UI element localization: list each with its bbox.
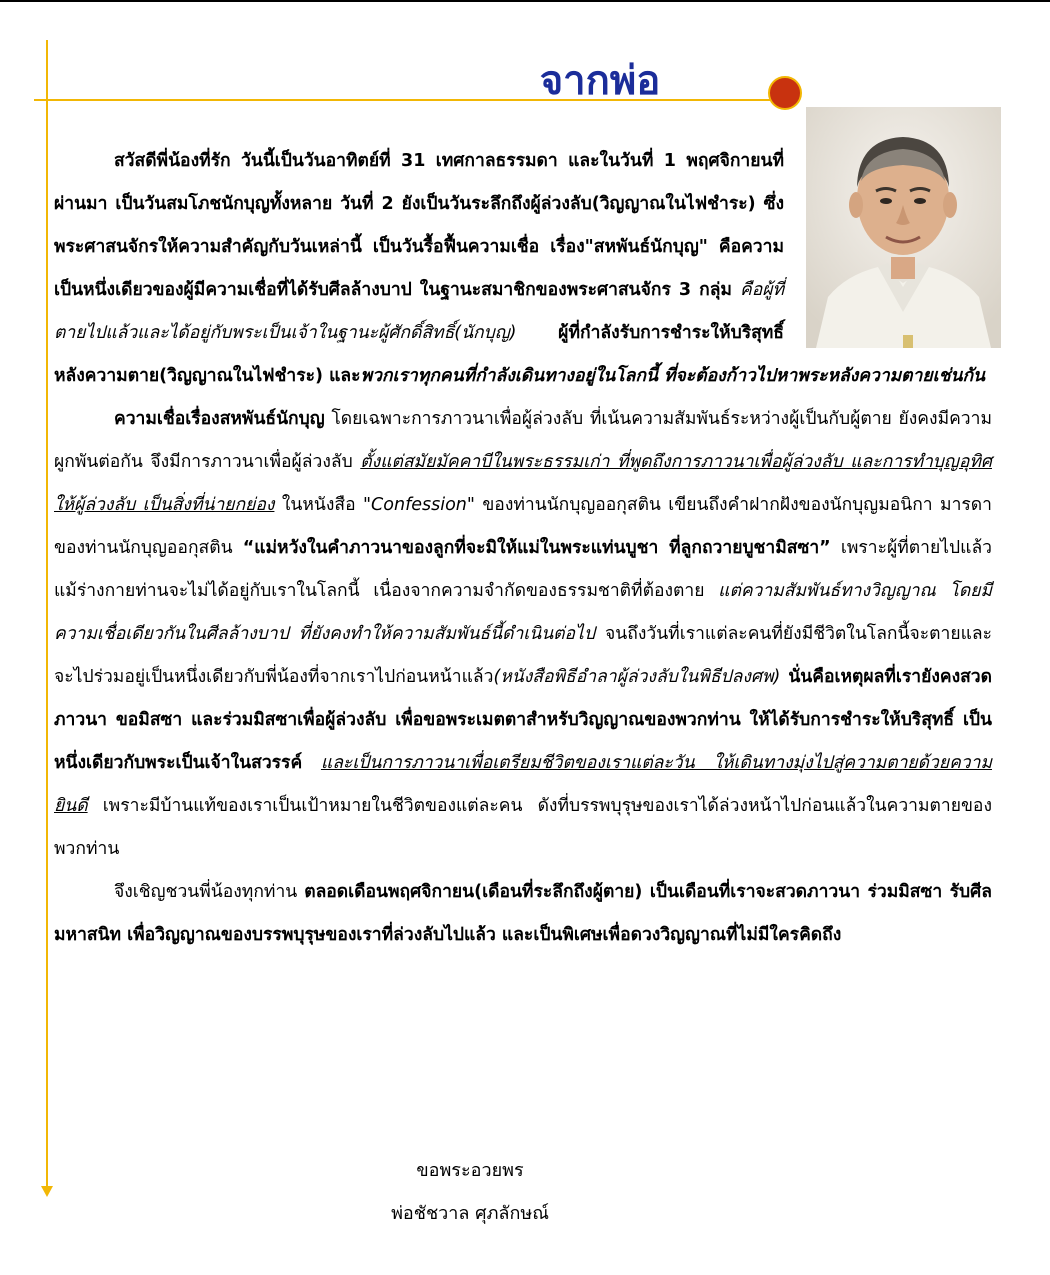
text-run: พวกเราทุกคนที่กำลังเดินทางอยู่ในโลกนี้ ที่จะต้องก้าวไปหาพระหลังความตายเช่นกัน — [360, 366, 986, 386]
text-run: Confession — [371, 495, 467, 515]
text-run: โดยเฉพาะการภาวนาเพื่อผู้ล่วงลับ ที่เน้นความสัมพันธ์ระหว่างผู้เป็นกับผู้ตาย ยังคงมีความผูกพันต่อกัน จึงมีการภาวนาเพื่อผู้ล่วงลับ — [54, 409, 992, 472]
text-run: เพราะมีบ้านแท้ของเราเป็นเป้าหมายในชีวิตของแต่ละคน ดังที่บรรพบุรุษของเราได้ล่วงหน้าไปก่อนแล้วในความตายของพวกท่าน — [54, 796, 992, 859]
text-run: (หนังสือพิธีอำลาผู้ล่วงลับในพิธีปลงศพ) — [493, 667, 781, 687]
text-run: ตลอดเดือนพฤศจิกายน(เดือนที่ระลึกถึงผู้ตาย) เป็นเดือนที่เราจะสวดภาวนา ร่วมมิสซา รับศีลมหาสนิท เพื่อวิญญาณของบรรพบุรุษของเราที่ล่วงลับไปแล้ว และเป็นพิเศษเพื่อดวงวิญญาณที่ไม่มีใครคิดถึง — [54, 882, 992, 945]
photo-spacer — [784, 140, 992, 355]
text-run: “แม่หวังในคำภาวนาของลูกที่จะมิให้แม่ในพระแท่นบูชา ที่ลูกถวายบูชามิสซา” — [242, 538, 831, 558]
text-run: นั่นคือเหตุผลที่เรายังคงสวดภาวนา ขอมิสซา และร่วมมิสซาเพื่อผู้ล่วงลับ เพื่อขอพระเมตตาสำหรับวิญญาณของพวกท่าน ให้ได้รับการชำระให้บริสุทธิ์ เป็นหนึ่งเดียวกับพระเป็นเจ้าในสวรรค์ — [54, 667, 992, 773]
text-run: " ของท่านนักบุญออกุสติน เขียนถึงคำฝากฝังของนักบุญมอนิกา มารดาของท่านนักบุญออกุสติน — [54, 495, 992, 558]
text-run: เพราะผู้ที่ตายไปแล้ว แม้ร่างกายท่านจะไม่ได้อยู่กับเราในโลกนี้ เนื่องจากความจำกัดของธรรมชาติที่ต้องตาย — [54, 538, 992, 601]
arrow-down-icon — [41, 1186, 53, 1197]
text-run: ในหนังสือ " — [274, 495, 372, 515]
text-run: จนถึงวันที่เราแต่ละคนที่ยังมีชีวิตในโลกนี้จะตายและจะไปร่วมอยู่เป็นหนึ่งเดียวกับพี่น้องที่จากเราไปก่อนหน้าแล้ว — [54, 624, 992, 687]
text-run: และเป็นการภาวนาเพื่อเตรียมชีวิตของเราแต่ละวัน ให้เดินทางมุ่งไปสู่ความตายด้วยความยินดี — [54, 753, 992, 816]
text-run: สวัสดีพี่น้องที่รัก วันนี้เป็นวันอาทิตย์ที่ 31 เทศกาลธรรมดา และในวันที่ 1 พฤศจิกายนที่ผ่านมา เป็นวันสมโภชนักบุญทั้งหลาย วันที่ 2 ยังเป็นวันระลึกถึงผู้ล่วงลับ(วิญญาณในไฟชำระ) ซึ่งพระศาสนจักรให้ความสำคัญกับวันเหล่านี้ เป็นวันรื้อฟื้นความเชื่อ เรื่อง"สหพันธ์นักบุญ" คือความเป็นหนึ่งเดียวของผู้มีความเชื่อที่ได้รับศีลล้างบาป ในฐานะสมาชิกของพระศาสนจักร 3 กลุ่ม — [54, 151, 784, 300]
text-run: ผู้ที่กำลังรับการชำระให้บริสุทธิ์หลังความตาย(วิญญาณในไฟชำระ) และ — [54, 323, 784, 386]
text-run: ตั้งแต่สมัยมัคคาบีในพระธรรมเก่า ที่พูดถึงการภาวนาเพื่อผู้ล่วงลับ และการทำบุญอุทิศให้ผู้ล่วงลับ เป็นสิ่งที่น่ายกย่อง — [54, 452, 992, 515]
text-run: จึงเชิญชวนพี่น้องทุกท่าน — [114, 882, 305, 902]
closing-blessing: ขอพระอวยพร — [416, 1160, 524, 1181]
page-title: จากพ่อ — [539, 57, 661, 104]
closing-signature: พ่อชัชวาล ศุภลักษณ์ — [391, 1203, 549, 1224]
top-border — [0, 0, 1050, 2]
text-run: ความเชื่อเรื่องสหพันธ์นักบุญ — [114, 409, 325, 429]
letter-body — [54, 140, 992, 957]
text-run: แต่ความสัมพันธ์ทางวิญญาณ โดยมีความเชื่อเดียวกันในศีลล้างบาป ที่ยังคงทำให้ความสัมพันธ์นี้ดำเนินต่อไป — [54, 581, 992, 644]
paragraph-3 — [54, 871, 992, 957]
vertical-accent-line — [46, 40, 48, 1188]
text-run — [302, 753, 321, 773]
paragraph-2 — [54, 398, 992, 871]
text-run: คือผู้ที่ตายไปแล้วและได้อยู่กับพระเป็นเจ้าในฐานะผู้ศักดิ์สิทธิ์(นักบุญ) — [54, 280, 784, 343]
